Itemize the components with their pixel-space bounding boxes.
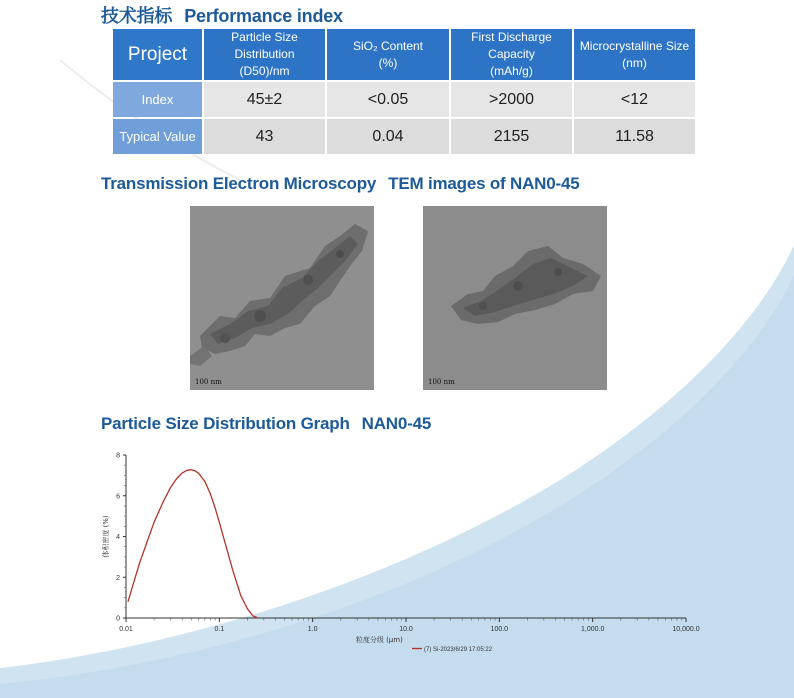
y-tick-label: 6 [116,493,120,501]
cell-index-sio2: <0.05 [327,82,449,117]
header-first-discharge-line1: First Discharge Capacity [471,30,552,61]
x-tick-label: 1,000.0 [580,626,605,633]
row-label-index: Index [113,82,202,117]
header-particle-size-line1: Particle Size Distribution [231,30,298,61]
cell-index-fdc: >2000 [451,82,572,117]
header-first-discharge [451,29,572,80]
series-line [128,470,258,618]
x-tick-label: 0.1 [214,626,225,633]
cell-typical-mcs: 11.58 [574,119,695,154]
header-particle-size-line2: (D50)/nm [239,64,290,78]
cell-typical-sio2: 0.04 [327,119,449,154]
tem-image-1-texture [190,206,374,390]
y-tick-label: 8 [116,452,120,460]
y-axis-label: 体积密度 (%) [102,515,110,558]
cell-typical-fdc: 2155 [451,119,572,154]
x-tick-label: 1.0 [307,626,318,633]
tem-title-b: TEM images of NAN0-45 [388,174,580,193]
performance-title-cn: 技术指标 [101,6,173,26]
tem-image-1 [190,206,374,390]
x-tick-label: 10.0 [399,626,413,633]
psd-title-a: Particle Size Distribution Graph [101,414,350,433]
header-microcrystalline [574,29,695,80]
tem-image-2 [423,206,607,390]
header-microcrystalline-line2: (nm) [622,55,647,70]
psd-title-b: NAN0-45 [361,414,432,433]
header-microcrystalline-line1: Microcrystalline Size [579,38,690,53]
tem-title-a: Transmission Electron Microscopy [101,174,377,193]
header-sio2-line2: (%) [378,55,398,70]
y-tick-label: 0 [116,615,120,623]
row-label-typical: Typical Value [113,119,202,154]
table-row [113,82,695,117]
cell-typical-psd: 43 [204,119,325,154]
performance-index-heading [101,2,343,28]
legend-label: (7) Si-2023/6/29 17:05:22 [424,647,493,653]
tem-scale-label-1: 100 nm [195,378,222,386]
x-tick-label: 100.0 [490,626,509,633]
psd-chart [96,444,706,654]
y-tick-label: 4 [116,534,120,541]
header-first-discharge-line2: (mAh/g) [490,64,533,78]
table-header-row [113,29,695,80]
y-tick-label: 2 [116,574,120,582]
tem-scale-label-2: 100 nm [428,378,455,386]
tem-image-2-texture [423,206,607,390]
x-tick-label: 0.01 [119,626,133,633]
cell-index-mcs: <12 [574,82,695,117]
x-axis-label: 粒度分级 (μm) [355,636,403,644]
header-project: Project [113,29,202,80]
cell-index-psd: 45±2 [204,82,325,117]
tem-heading [101,174,579,194]
header-sio2-line1: SiO₂ Content [352,38,424,53]
x-tick-label: 10,000.0 [672,626,700,633]
performance-title-en: Performance index [184,6,343,26]
table-row [113,119,695,154]
performance-table [111,27,697,156]
psd-heading [101,414,431,434]
header-particle-size [204,29,325,80]
header-sio2-content [327,29,449,80]
